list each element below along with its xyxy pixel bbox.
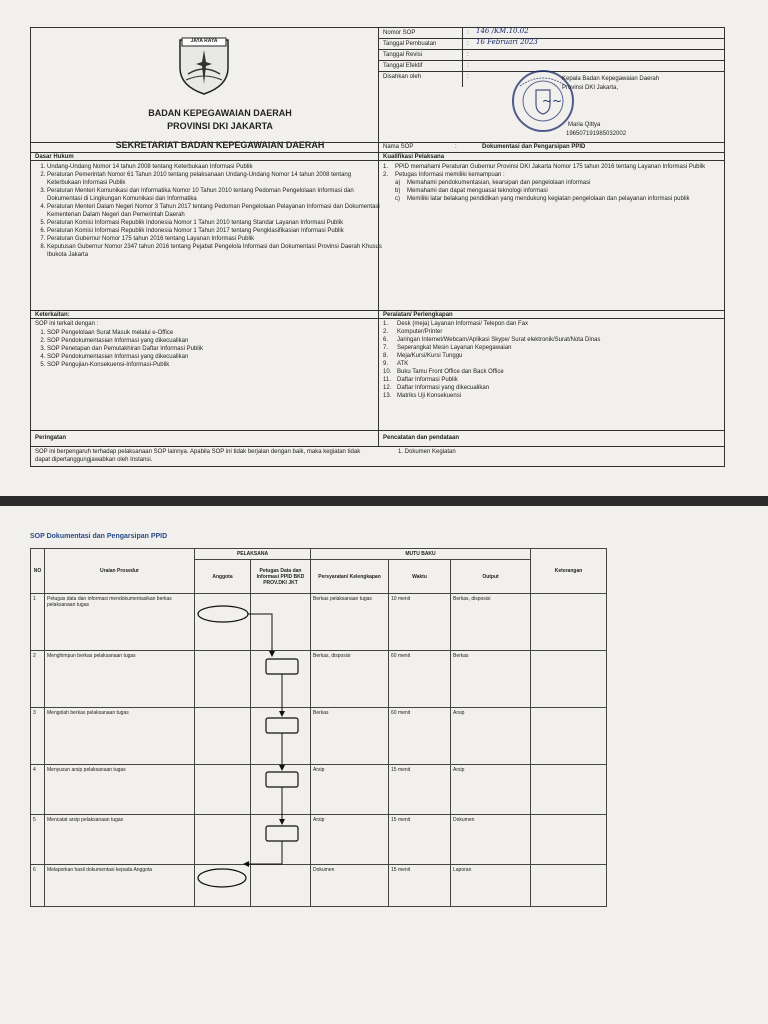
kualifikasi-list: 1. PPID memahami Peraturan Gubernur Provinsi DKI Jakarta Nomor 175 tahun 2016 tentang Layanan Informasi Publik 2. Petugas Informasi memiliki kemampuan : a) Memahami pendokumentasian, kearsipan dan pengelolaan informasi b) Memahami dan dapat menguasai teknologi informasi c) Memiliki latar belakang pendidikan yang mendukung kegiatan pengelolaan dan pelayanan informasi publik — [383, 164, 706, 202]
approver-nip: 196507191985032002 — [566, 131, 627, 137]
dasar-hukum-list — [35, 163, 385, 259]
peralatan-list — [383, 320, 719, 400]
item-number: 7. — [383, 345, 389, 351]
list-item: 2. Peraturan Pemerintah Nomor 61 Tahun 2010 tentang pelaksanaan Undang-Undang Nomor 14 tahun 2008 tentang Keterbukaan Informasi Publik — [47, 171, 385, 187]
nama-sop-label: Nama SOP — [383, 144, 414, 150]
row-output: Laporan — [451, 865, 531, 907]
row-uraian: Melaporkan hasil dokumentasi kepada Anggota — [45, 865, 195, 907]
sub-key: c) — [395, 196, 400, 202]
row-uraian: Menghimpun berkas pelaksanaan tugas — [45, 651, 195, 708]
row-waktu: 10 menit — [389, 594, 451, 651]
sub-key: a) — [395, 180, 401, 186]
flowchart-diagram — [0, 506, 768, 1024]
col-header-mutu: MUTU BAKU — [311, 549, 531, 560]
kualifikasi-item-1: PPID memahami Peraturan Gubernur Provinsi DKI Jakarta Nomor 175 tahun 2016 tentang Layanan Informasi Publik — [395, 164, 706, 170]
jakarta-emblem-logo — [176, 34, 232, 96]
item-number: 11. — [383, 377, 391, 383]
sub-key: b) — [395, 188, 401, 194]
row-no: 5 — [31, 815, 45, 865]
row-no: 1 — [31, 594, 45, 651]
item-number: 2. — [383, 329, 389, 335]
process-box — [266, 826, 298, 841]
item-number: 12. — [383, 385, 392, 391]
keterkaitan-intro: SOP ini terkait dengan : — [35, 321, 99, 327]
info-sep: : — [467, 41, 469, 47]
signature: ~~ — [542, 94, 563, 108]
flow-arrow — [248, 614, 272, 656]
row-output: Berkas, disposisi — [451, 594, 531, 651]
list-item: 8. Keputusan Gubernur Nomor 2347 tahun 2016 tentang Pejabat Pengelola Informasi dan Dokumentasi Provinsi Daerah Khusus Ibukota Jakarta — [47, 243, 385, 259]
approver-name: Maria Qittya — [568, 122, 601, 128]
row-uraian: Mengolah berkas pelaksanaan tugas — [45, 708, 195, 765]
col-header-output: Output — [451, 560, 531, 594]
list-item: 4. Peraturan Menteri Dalam Negeri Nomor 3 Tahun 2017 tentang Pedoman Pengelolaan Pelayanan Informasi dan Dokumentasi Kementerian Dalam Negeri dan Pemerintah Daerah — [47, 203, 385, 219]
row-persyaratan: Arsip — [311, 815, 389, 865]
row-waktu: 60 menit — [389, 708, 451, 765]
list-item: Jaringan Internet/Webcam/Aplikasi Skype/ Surat elektronik/Surat/Nota Dinas — [397, 337, 601, 343]
list-item: 3. SOP Penetapan dan Pemutakhiran Daftar Informasi Publik — [47, 345, 385, 353]
item-number: 10. — [383, 369, 392, 375]
list-item: 2. SOP Pendokumentasian Informasi yang dikecualikan — [47, 337, 385, 345]
list-item: Buku Tamu Front Office dan Back Office — [397, 369, 504, 375]
list-item: Matriks Uji Konsekuensi — [397, 393, 462, 399]
peringatan-title: Peringatan — [35, 435, 67, 441]
row-uraian: Mencatat arsip pelaksanaan tugas — [45, 815, 195, 865]
row-persyaratan: Berkas, disposisi — [311, 651, 389, 708]
flowchart-title: SOP Dokumentasi dan Pengarsipan PPID — [30, 533, 168, 540]
row-no: 2 — [31, 651, 45, 708]
nama-sop-value: Dokumentasi dan Pengarsipan PPID — [482, 144, 586, 150]
info-sep: : — [467, 52, 469, 58]
item-number: 9. — [383, 361, 389, 367]
kualifikasi-sub-c: Memiliki latar belakang pendidikan yang mendukung kegiatan pengelolaan dan pelayanan informasi publik — [407, 196, 690, 202]
process-box — [266, 718, 298, 733]
row-waktu: 15 menit — [389, 765, 451, 815]
kualifikasi-sub-b: Memahami dan dapat menguasai teknologi informasi — [407, 188, 548, 194]
col-header-persyaratan: Persyaratan/ Kelengkapan — [311, 560, 389, 594]
col-header-pelaksana: PELAKSANA — [195, 549, 311, 560]
list-item: 6. Peraturan Komisi Informasi Republik Indonesia Nomor 1 Tahun 2017 tentang Pengklasifikasian Informasi Publik — [47, 227, 385, 235]
info-label-nomor: Nomor SOP — [383, 30, 416, 36]
start-terminator — [198, 606, 248, 622]
info-sep: : — [467, 63, 469, 69]
list-item: ATK — [397, 361, 409, 367]
list-item: 5. Peraturan Komisi Informasi Republik Indonesia Nomor 1 Tahun 2010 tentang Standar Layanan Informasi Publik — [47, 219, 385, 227]
col-header-waktu: Waktu — [389, 560, 451, 594]
list-item: 4. SOP Pendokumentasian Informasi yang dikecualikan — [47, 353, 385, 361]
flow-arrow — [244, 841, 282, 864]
peralatan-title: Peralatan/ Perlengkapan — [383, 312, 453, 318]
row-persyaratan: Arsip — [311, 765, 389, 815]
list-item: Daftar Informasi yang dikecualikan — [397, 385, 490, 391]
item-number: 13. — [383, 393, 392, 399]
list-item: Seperangkat Mesin Layanan Kepegawaian — [397, 345, 512, 351]
kualifikasi-sub-a: Memahami pendokumentasian, kearsipan dan pengelolaan informasi — [407, 180, 591, 186]
row-waktu: 15 menit — [389, 865, 451, 907]
col-header-anggota: Anggota — [195, 560, 251, 594]
row-persyaratan: Berkas pelaksanaan tugas — [311, 594, 389, 651]
row-output: Berkas — [451, 651, 531, 708]
row-no: 6 — [31, 865, 45, 907]
org-name-1: BADAN KEPEGAWAIAN DAERAH — [148, 108, 292, 118]
kualifikasi-title: Kualifikasi Pelaksana — [383, 154, 445, 160]
pencatatan-title: Pencatatan dan pendataan — [383, 435, 460, 441]
info-sep: : — [467, 74, 469, 80]
list-item: 7. Peraturan Gubernur Nomor 175 tahun 2016 tentang Layanan Informasi Publik — [47, 235, 385, 243]
list-item: 3. Peraturan Menteri Komunikasi dan Informatika Nomor 10 Tahun 2010 tentang Pedoman Pengelolaan Informasi dan Dokumentasi di Lingkungan Komunikasi dan Informatika — [47, 187, 385, 203]
info-value-nomor: 146 /KM.10.02 — [476, 27, 529, 35]
col-header-keterangan: Keterangan — [531, 549, 607, 594]
list-item: 5. SOP Pengujian-Konsekuensi-Informasi-Publik — [47, 361, 385, 369]
nama-sop-sep: : — [455, 144, 457, 150]
item-number: 1. — [383, 321, 389, 327]
org-name-3: SEKRETARIAT BADAN KEPEGAWAIAN DAERAH — [115, 140, 325, 150]
row-output: Arsip — [451, 765, 531, 815]
row-output: Arsip — [451, 708, 531, 765]
list-item: 1. Undang-Undang Nomor 14 tahun 2008 tentang Keterbukaan Informasi Publik — [47, 163, 385, 171]
col-header-petugas: Petugas Data dan Informasi PPID BKD PROV.DKI JKT — [251, 560, 311, 594]
row-persyaratan: Dokumen — [311, 865, 389, 907]
kualifikasi-item-2: Petugas Informasi memiliki kemampuan : — [395, 172, 505, 178]
org-name-2: PROVINSI DKI JAKARTA — [167, 121, 273, 131]
item-number: 8. — [383, 353, 389, 359]
peringatan-text: SOP ini berpengaruh terhadap pelaksanaan SOP lainnya. Apabila SOP ini tidak berjalan dengan baik, maka kegiatan tidak dapat dipertanggungjawabkan oleh Instansi. — [35, 449, 361, 463]
list-item: Desk (meja) Layanan Informasi/ Telepon dan Fax — [397, 321, 528, 327]
process-box — [266, 659, 298, 674]
sop-flowchart-page — [0, 506, 768, 1024]
row-uraian: Menyusun arsip pelaksanaan tugas — [45, 765, 195, 815]
row-no: 4 — [31, 765, 45, 815]
list-item: 1. SOP Pengelolaan Surat Masuk melalui e-Office — [47, 329, 385, 337]
info-label-revisi: Tanggal Revisi — [383, 52, 423, 58]
row-uraian: Petugas data dan informasi mendokumentasikan berkas pelaksanaan tugas — [45, 594, 195, 651]
process-box — [266, 772, 298, 787]
keterkaitan-list — [35, 329, 385, 369]
keterkaitan-title: Keterkaitan: — [35, 312, 70, 318]
list-item: Komputer/Printer — [397, 329, 443, 335]
sop-cover-page — [0, 0, 768, 496]
col-header-uraian: Uraian Prosedur — [45, 549, 195, 594]
info-label-pembuatan: Tanggal Pembuatan — [383, 41, 437, 47]
approver-title-2: Provinsi DKI Jakarta, — [562, 85, 619, 91]
list-item: Daftar Informasi Publik — [397, 377, 458, 383]
col-header-no: NO — [31, 549, 45, 594]
list-item: Meja/Kursi/Kursi Tunggu — [397, 353, 463, 359]
row-waktu: 60 menit — [389, 651, 451, 708]
row-waktu: 15 menit — [389, 815, 451, 865]
row-no: 3 — [31, 708, 45, 765]
row-output: Dokumen — [451, 815, 531, 865]
info-label-efektif: Tanggal Efektif — [383, 63, 423, 69]
pencatatan-item: 1. Dokumen Kegiatan — [398, 449, 456, 455]
item-number: 6. — [383, 337, 389, 343]
info-sep: : — [467, 30, 469, 36]
approver-title-1: Kepala Badan Kepegawaian Daerah — [562, 76, 660, 82]
end-terminator — [198, 869, 246, 887]
dasar-hukum-title: Dasar Hukum — [35, 154, 74, 160]
logo-text: JAYA RAYA — [190, 38, 218, 44]
row-persyaratan: Berkas — [311, 708, 389, 765]
info-value-pembuatan: 16 Februari 2023 — [476, 38, 538, 46]
info-label-disahkan: Disahkan oleh — [383, 74, 422, 80]
